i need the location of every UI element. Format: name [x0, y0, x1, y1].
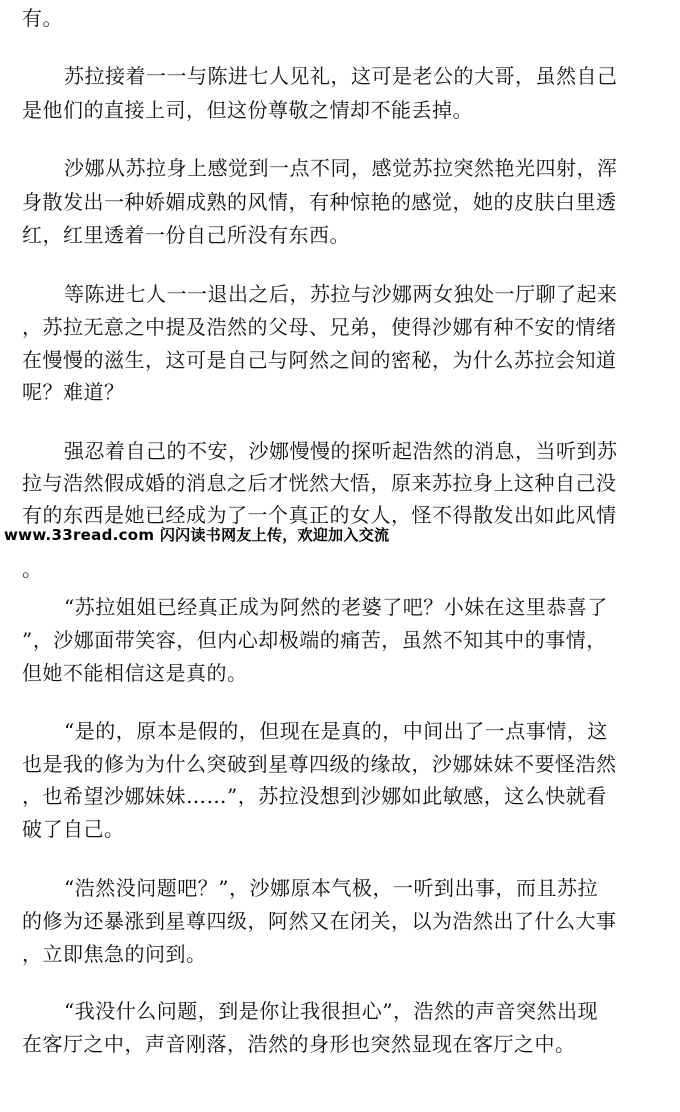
text-line: 呢？难道？	[22, 380, 125, 404]
watermark-banner: www.33read.com 闪闪读书网友上传，欢迎加入交流	[4, 526, 390, 544]
text-line: ，立即焦急的问到。	[22, 942, 207, 966]
text-line: “我没什么问题，到是你让我很担心”，浩然的声音突然出现	[64, 999, 598, 1023]
text-line: 是他们的直接上司，但这份尊敬之情却不能丢掉。	[22, 98, 473, 122]
text-line: “是的，原本是假的，但现在是真的，中间出了一点事情，这	[64, 719, 608, 743]
text-line: 强忍着自己的不安，沙娜慢慢的探听起浩然的消息，当听到苏	[64, 439, 618, 463]
text-line: 但她不能相信这是真的。	[22, 661, 248, 685]
text-line: “浩然没问题吧？”，沙娜原本气极，一听到出事，而且苏拉	[64, 876, 598, 900]
text-line: ，也希望沙娜妹妹……”，苏拉没想到沙娜如此敏感，这么快就看	[22, 784, 607, 808]
text-line: 红，红里透着一份自己所没有东西。	[22, 223, 350, 247]
text-line: 的修为还暴涨到星尊四级，阿然又在闭关，以为浩然出了什么大事	[22, 909, 617, 933]
text-line: 破了自己。	[22, 817, 125, 841]
text-line: 。	[22, 557, 43, 581]
text-line: 苏拉接着一一与陈进七人见礼，这可是老公的大哥，虽然自己	[64, 64, 618, 88]
text-line: 在慢慢的滋生，这可是自己与阿然之间的密秘，为什么苏拉会知道	[22, 348, 617, 372]
text-line: ”，沙娜面带笑容，但内心却极端的痛苦，虽然不知其中的事情，	[22, 628, 607, 652]
text-line: 有的东西是她已经成为了一个真正的女人，怪不得散发出如此风情	[22, 503, 617, 527]
text-line: 也是我的修为为什么突破到星尊四级的缘故，沙娜妹妹不要怪浩然	[22, 752, 617, 776]
text-line: “苏拉姐姐已经真正成为阿然的老婆了吧？小妹在这里恭喜了	[64, 595, 608, 619]
text-line: 有。	[22, 6, 63, 30]
text-line: 沙娜从苏拉身上感觉到一点不同，感觉苏拉突然艳光四射，浑	[64, 156, 618, 180]
text-line: 等陈进七人一一退出之后，苏拉与沙娜两女独处一厅聊了起来	[64, 282, 618, 306]
text-line: 身散发出一种娇媚成熟的风情，有种惊艳的感觉，她的皮肤白里透	[22, 190, 617, 214]
text-line: 在客厅之中，声音刚落，浩然的身形也突然显现在客厅之中。	[22, 1032, 576, 1056]
text-line: 拉与浩然假成婚的消息之后才恍然大悟，原来苏拉身上这种自己没	[22, 471, 617, 495]
text-line: ，苏拉无意之中提及浩然的父母、兄弟，使得沙娜有种不安的情绪	[22, 315, 617, 339]
